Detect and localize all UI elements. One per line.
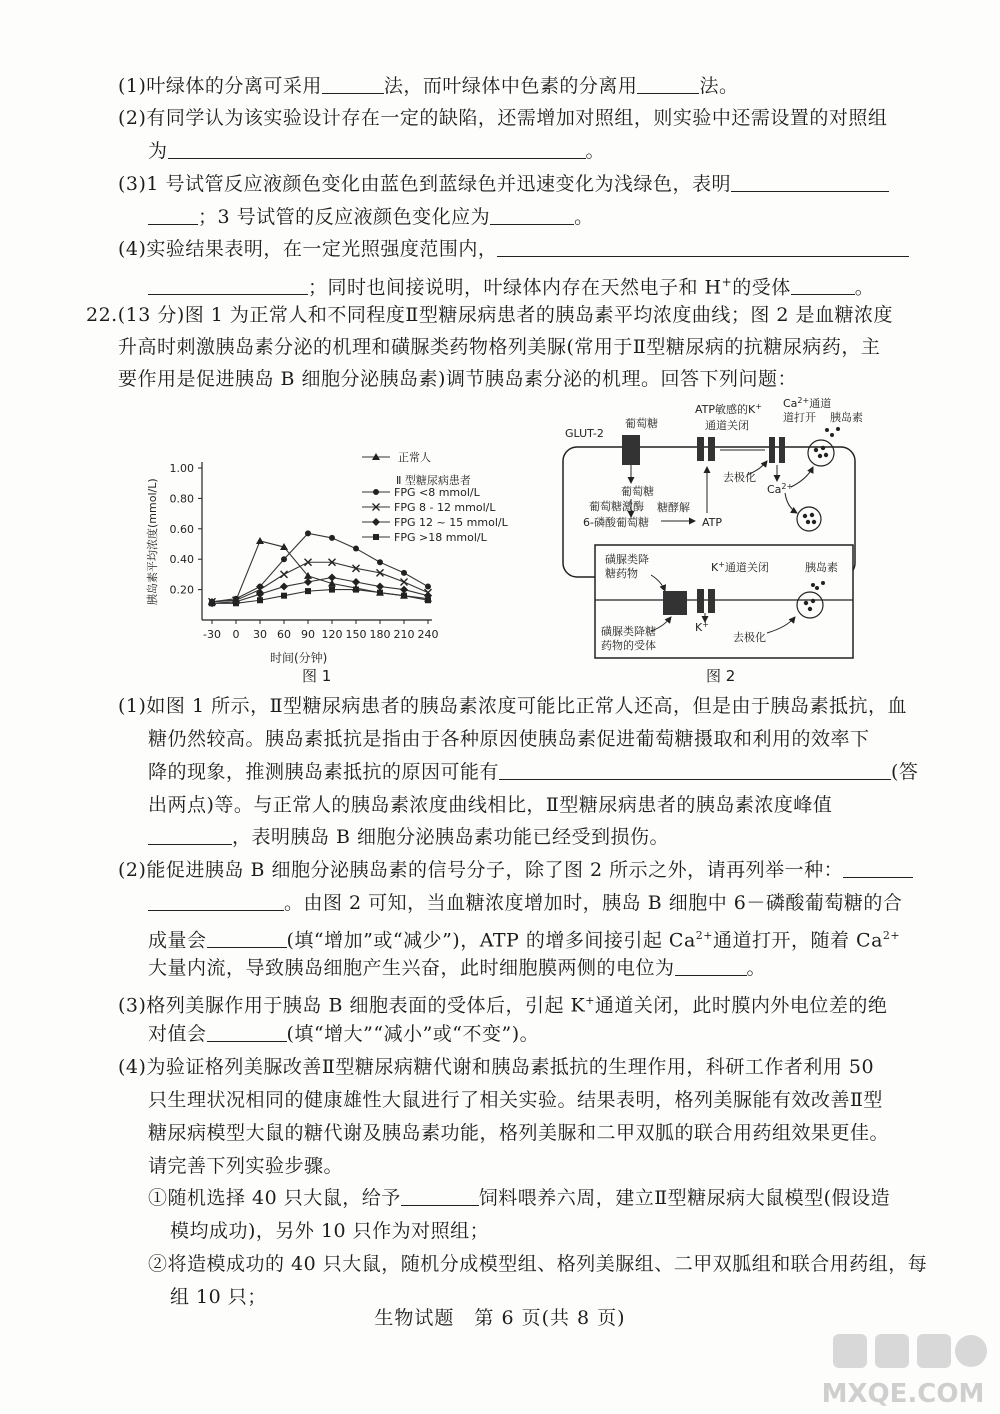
data-point [377,559,383,565]
blank [490,204,574,225]
blank [843,857,913,878]
blank [497,236,909,257]
blank [148,274,308,295]
receptor-label: 磺脲类降糖 [601,625,656,638]
data-point [353,546,359,552]
figure-2-diagram [555,395,875,665]
data-point [401,570,407,576]
glut2-label: GLUT-2 [565,427,604,440]
data-point [305,530,311,536]
q22-step1-line2: 模均成功)，另外 10 只作为对照组； [170,1220,490,1242]
blank [731,171,889,192]
q22-intro-line1: 22.(13 分)图 1 为正常人和不同程度Ⅱ型糖尿病患者的胰岛素平均浓度曲线；图 2 是血糖浓度 [86,304,894,326]
depolarization-label-bottom: 去极化 [733,631,766,644]
x-axis-label: 时间(分钟) [270,651,328,665]
depolarization-label: 去极化 [723,471,756,484]
x-tick-label: 240 [417,628,439,641]
atp-label: ATP [702,516,723,529]
x-tick-label: 30 [253,628,267,641]
y-tick-label: 0.80 [169,492,194,506]
data-point [352,578,360,586]
y-tick-label: 0.60 [169,522,194,536]
q22-part1-line1: (1)如图 1 所示，Ⅱ型糖尿病患者的胰岛素浓度可能比正常人还高，但是由于胰岛素抵抗，血 [118,695,907,717]
legend-s4: FPG >18 mmol/L [394,531,487,544]
data-point [400,586,408,594]
q22-part4-line1: (4)为验证格列美脲改善Ⅱ型糖尿病糖代谢和胰岛素抵抗的生理作用，科研工作者利用 50 [118,1056,875,1078]
insulin-label-top: 胰岛素 [830,411,863,424]
x-tick-label: 180 [369,628,391,641]
blank [401,1185,479,1206]
insulin-granule [797,507,821,531]
q22-part2-line2: 。由图 2 可知，当血糖浓度增加时，胰岛 B 细胞中 6－磷酸葡萄糖的合 [148,889,902,917]
y-tick-label: 0.40 [169,553,194,567]
ca-channel [769,437,775,463]
q22-part1-line5: ，表明胰岛 B 细胞分泌胰岛素功能已经受到损伤。 [148,823,669,851]
sulfonylurea-label2: 糖药物 [605,567,638,580]
q22-intro-line3: 要作用是促进胰岛 B 细胞分泌胰岛素)调节胰岛素分泌的机理。回答下列问题： [118,368,797,390]
data-point [377,590,383,596]
x-tick-label: 150 [345,628,367,641]
watermark-text: MXQE.COM [821,1379,985,1409]
ca-channel-label2: 道打开 [783,411,816,424]
data-point [425,584,431,590]
data-point [329,587,335,593]
blank [148,204,198,225]
y-tick-label: 1.00 [169,462,194,475]
page-footer: 生物试题 第 6 页(共 8 页) [374,1307,626,1329]
figure-2-caption: 图 2 [706,667,736,685]
q22-part2-line3: 成量会 (填“增加”或“减少”)，ATP 的增多间接引起 $Ca^{2+}$通道打开，随着 $Ca^{2+}$ [148,929,901,952]
g6p-label: 6-磷酸葡萄糖 [583,516,649,529]
glucose-label-inner: 葡萄糖 [621,485,654,498]
q21-part4-line2: ；同时也间接说明，叶绿体内存在天然电子和 H+的受体 。 [148,268,874,301]
x-tick-label: -30 [203,628,221,641]
figure-1-chart [140,430,550,690]
q21-part3-line1: (3)1 号试管反应液颜色变化由蓝色到蓝绿色并迅速变化为浅绿色，表明 [118,170,889,198]
katp-channel [697,437,704,461]
q22-part3-line1: (3)格列美脲作用于胰岛 B 细胞表面的受体后，引起 K+通道关闭，此时膜内外电位差的绝 [118,994,888,1017]
legend-group: Ⅱ 型糖尿病患者 [396,474,471,487]
x-tick-label: 0 [232,628,240,641]
data-point [401,593,407,599]
q22-step2-line2: 组 10 只； [170,1286,267,1308]
data-point [305,588,311,594]
k-ion-label: K+ [695,620,709,634]
data-point [280,583,288,591]
q22-part1-line3: 降的现象，推测胰岛素抵抗的原因可能有 (答 [148,761,919,783]
x-tick-label: 210 [393,628,415,641]
q22-part2-line1: (2)能促进胰岛 B 细胞分泌胰岛素的信号分子，除了图 2 所示之外，请再列举一种： [118,856,913,884]
q22-part1-line2: 糖仍然较高。胰岛素抵抗是指由于各种原因使胰岛素促进葡萄糖摄取和利用的效率下 [148,728,870,750]
data-point [425,597,431,603]
data-point [233,600,239,606]
ca-channel-label: $Ca^{2+}$通道 [783,396,832,410]
ca-ion-label: $Ca^{2+}$ [767,482,794,496]
insulin-label-bottom: 胰岛素 [805,561,838,574]
insulin-vesicle [808,440,834,466]
series-line-3 [212,562,428,602]
y-axis-label: 胰岛素平均浓度(mmol/L) [146,478,159,605]
data-point [329,535,335,541]
x-tick-label: 60 [277,628,291,641]
receptor-label2: 药物的受体 [601,639,656,652]
data-point [304,578,312,586]
katp-label: ATP敏感的K+ [695,402,762,416]
q22-step2-line1: ②将造模成功的 40 只大鼠，随机分成模型组、格列美脲组、二甲双胍组和联合用药组，每 [148,1253,928,1275]
q21-part2-line1: (2)有同学认为该实验设计存在一定的缺陷，还需增加对照组，则实验中还需设置的对照组 [118,107,888,129]
chart-legend [362,450,509,544]
blank [168,138,586,159]
q22-intro-line2: 升高时刺激胰岛素分泌的机理和磺脲类药物格列美脲(常用于Ⅱ型糖尿病的抗糖尿病药，主 [118,336,881,358]
data-point [281,593,287,599]
data-point [281,556,287,562]
q21-part4-line1: (4)实验结果表明，在一定光照强度范围内， [118,235,909,263]
data-point [376,583,384,591]
legend-s1: FPG <8 mmol/L [394,486,480,499]
q22-part4-line2: 只生理状况相同的健康雄性大鼠进行了相关实验。结果表明，格列美脲能有效改善Ⅱ型 [148,1089,883,1111]
blank [148,824,232,845]
q22-part2-line4: 大量内流，导致胰岛细胞产生兴奋，此时细胞膜两侧的电位为 。 [148,957,767,979]
q21-part1: (1)叶绿体的分离可采用 法，而叶绿体中色素的分离用 法。 [118,75,739,97]
legend-normal: 正常人 [398,451,431,464]
data-point [401,579,408,586]
katp-label2: 通道关闭 [705,419,749,432]
q21-part3-line2: ；3 号试管的反应液颜色变化应为 。 [148,203,594,231]
y-tick-label: 0.20 [169,583,194,597]
q21-part2-line2: 为 。 [148,140,606,162]
glucose-label-top: 葡萄糖 [625,417,658,430]
data-point [256,537,264,544]
data-point [209,600,215,606]
x-tick-label: 120 [321,628,343,641]
data-point [257,597,263,603]
data-point [281,571,288,578]
x-tick-label: 90 [301,628,315,641]
blank [499,759,891,780]
k-channel-closed-label: K+通道关闭 [711,560,769,574]
data-point [353,587,359,593]
watermark-logo [813,1330,988,1410]
glut2-transporter [622,435,640,465]
legend-s2: FPG 8 - 12 mmol/L [394,501,496,514]
blank [148,890,284,911]
series-line-1 [212,541,428,602]
data-point [328,573,336,581]
figure-1-caption: 图 1 [302,667,332,685]
q22-part4-line4: 请完善下列实验步骤。 [148,1155,344,1177]
legend-s3: FPG 12 ~ 15 mmol/L [394,516,508,529]
blank [322,73,384,94]
blank [637,73,699,94]
sulfonylurea-label: 磺脲类降 [605,553,649,566]
q22-part4-line3: 糖尿病模型大鼠的糖代谢及胰岛素功能，格列美脲和二甲双胍的联合用药组效果更佳。 [148,1122,890,1144]
blank [207,927,287,948]
q22-step1-line1: ①随机选择 40 只大鼠，给予 饲料喂养六周，建立Ⅱ型糖尿病大鼠模型(假设造 [148,1187,891,1209]
q22-part1-line4: 出两点)等。与正常人的胰岛素浓度曲线相比，Ⅱ型糖尿病患者的胰岛素浓度峰值 [148,794,833,816]
glucokinase-label: 葡萄糖激酶 [589,500,644,513]
blank [207,1021,287,1042]
blank [675,955,747,976]
glycolysis-label: 糖酵解 [657,501,690,514]
k-channel-bottom [697,589,704,613]
q22-part3-line2: 对值会 (填“增大”“减小”或“不变”)。 [148,1023,540,1045]
blank [791,274,855,295]
